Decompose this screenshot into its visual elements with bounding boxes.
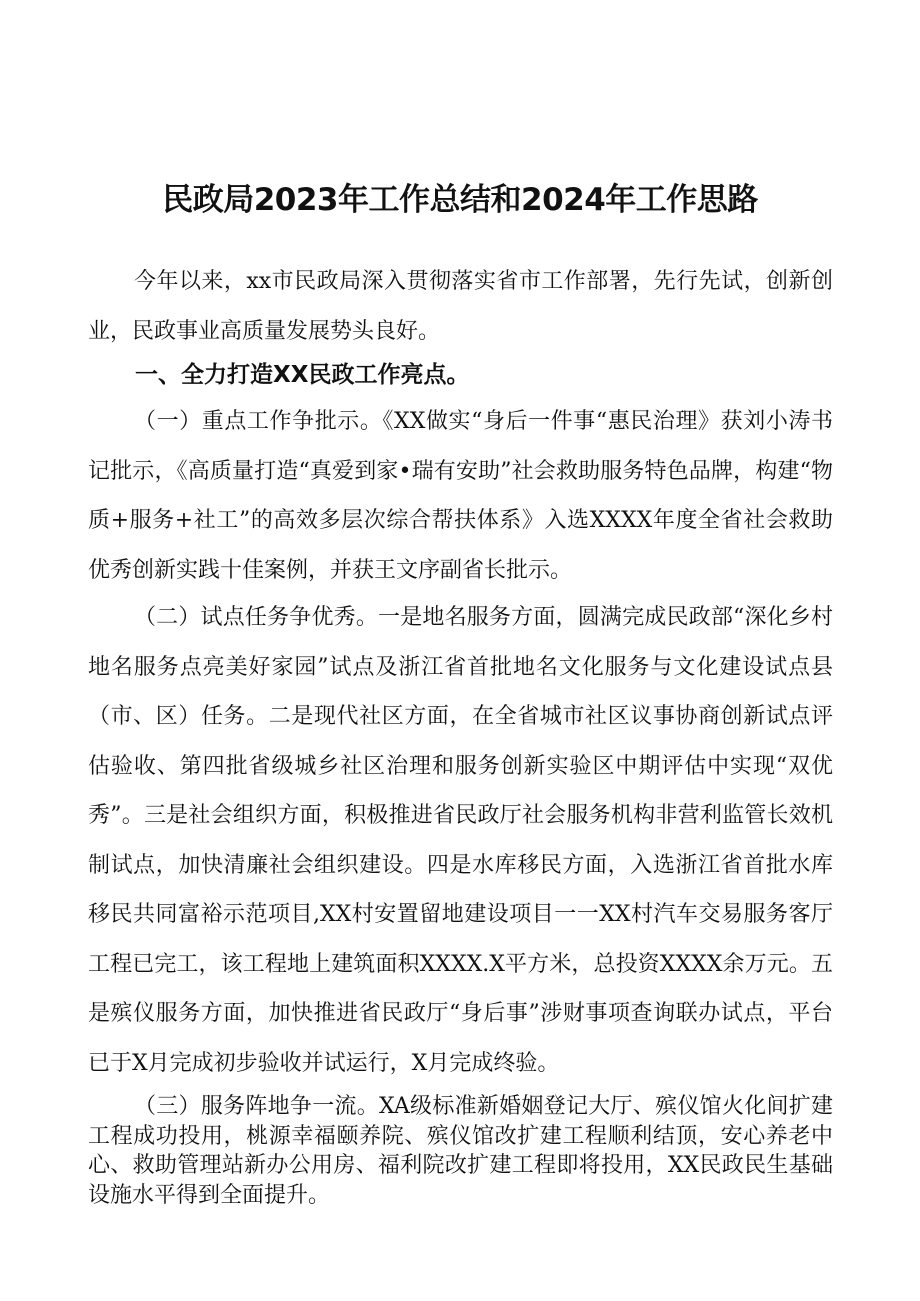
intro-paragraph: 今年以来，xx市民政局深入贯彻落实省市工作部署，先行先试，创新创业，民政事业高质量发展势头良好。 [88,269,833,344]
subsection-3-paragraph: （三）服务阵地争一流。XA级标准新婚姻登记大厅、殡仪馆火化间扩建工程成功投用，桃源幸福颐养院、殡仪馆改扩建工程顺利结顶，安心养老中心、救助管理站新办公用房、福利院改扩建工程即将投用，XX民政民生基础设施水平得到全面提升。 [88,1094,833,1208]
subsection-1-paragraph: （一）重点工作争批示。《XX做实“身后一件事“惠民治理》获刘小涛书记批示，《高质量打造“真爱到家•瑞有安助”社会救助服务特色品牌，构建“物质+服务+社工”的高效多层次综合帮扶体系》入选XXXX年度全省社会救助优秀创新实践十佳案例，并获王文序副省长批示。 [88,409,833,583]
section-heading-1: 一、全力打造XX民政工作亮点。 [135,362,470,388]
subsection-2-paragraph: （二）试点任务争优秀。一是地名服务方面，圆满完成民政部“深化乡村地名服务点亮美好家园”试点及浙江省首批地名文化服务与文化建设试点县（市、区）任务。二是现代社区方面，在全省城市社区议事协商创新试点评估验收、第四批省级城乡社区治理和服务创新实验区中期评估中实现“双优秀”。三是社会组织方面，积极推进省民政厅社会服务机构非营利监管长效机制试点，加快清廉社会组织建设。四是水库移民方面，入选浙江省首批水库移民共同富裕示范项目,XX村安置留地建设项目一一XX村汽车交易服务客厅工程已完工，该工程地上建筑面积XXXX.X平方米，总投资XXXX余万元。五是殡仪服务方面，加快推进省民政厅“身后事”涉财事项查询联办试点，平台已于X月完成初步验收并试运行，X月完成终验。 [88,605,833,1076]
document-title: 民政局2023年工作总结和2024年工作思路 [162,181,758,218]
